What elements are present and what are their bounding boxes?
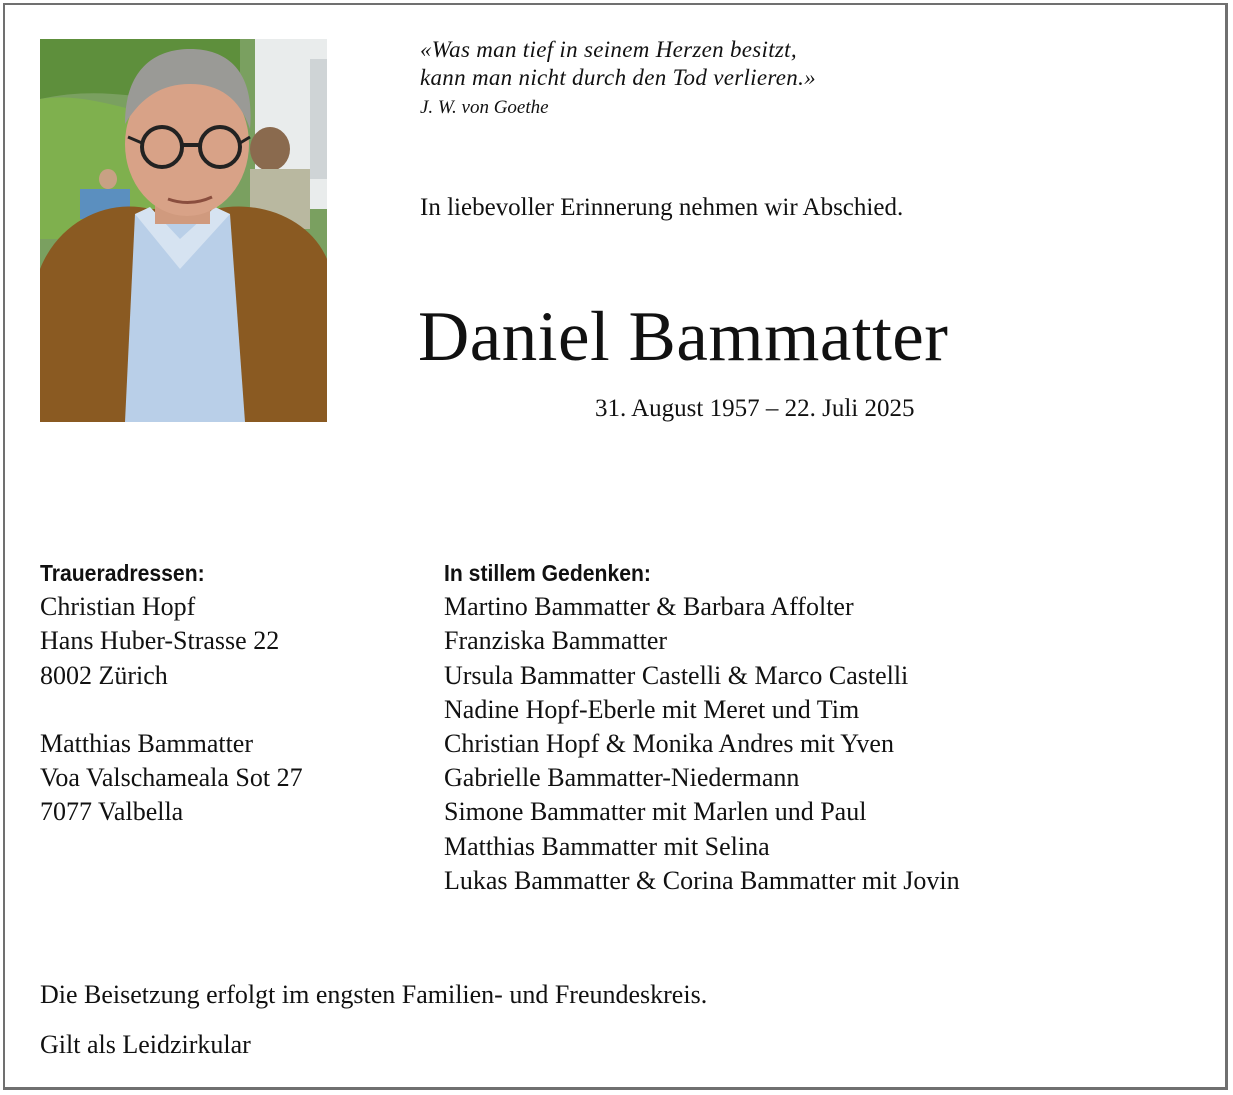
address-spacer [40,693,303,727]
address-line: 7077 Valbella [40,797,184,827]
addresses-heading: Traueradressen: [40,560,205,586]
mourner-name: Franziska Bammatter [444,626,668,656]
address-line: Christian Hopf [40,592,196,622]
mourning-addresses [40,556,303,830]
mourner-name: Christian Hopf & Monika Andres mit Yven [444,729,894,759]
mourner-name: Matthias Bammatter mit Selina [444,831,770,861]
deceased-name: Daniel Bammatter [418,298,949,376]
address-line: Matthias Bammatter [40,729,254,758]
mourner-name: Lukas Bammatter & Corina Bammatter mit Jovin [444,865,960,895]
quote-line-2: kann man nicht durch den Tod verlieren.» [420,65,816,90]
mourner-name: Ursula Bammatter Castelli & Marco Castelli [444,660,909,690]
address-line: 8002 Zürich [40,660,168,690]
life-dates: 31. August 1957 – 22. Juli 2025 [595,395,915,422]
farewell-intro: In liebevoller Erinnerung nehmen wir Abschied. [420,194,904,221]
mourners-list [444,556,960,898]
address-line: Hans Huber-Strasse 22 [40,626,280,656]
address-line: Voa Valschameala Sot 27 [40,763,303,793]
portrait-photo [40,39,327,422]
mourners-heading: In stillem Gedenken: [444,560,651,586]
mourner-name: Simone Bammatter mit Marlen und Paul [444,797,867,827]
quote-author: J. W. von Goethe [420,97,549,118]
mourner-name: Nadine Hopf-Eberle mit Meret und Tim [444,694,860,724]
goethe-quote [420,36,816,92]
burial-note: Die Beisetzung erfolgt im engsten Familien- und Freundeskreis. [40,980,708,1009]
circular-note: Gilt als Leidzirkular [40,1030,251,1059]
mourner-name: Martino Bammatter & Barbara Affolter [444,592,854,622]
mourner-name: Gabrielle Bammatter-Niedermann [444,763,800,793]
quote-line-1: «Was man tief in seinem Herzen besitzt, [420,37,797,62]
